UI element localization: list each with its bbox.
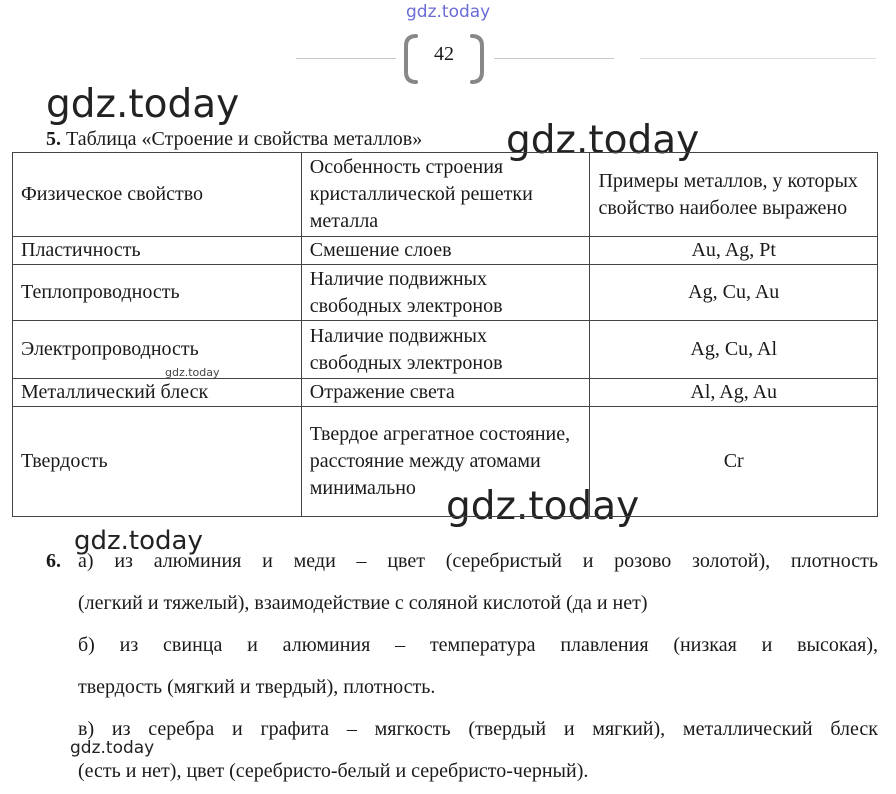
watermark-small-table: gdz.today — [165, 366, 220, 379]
page-number-frame — [402, 33, 486, 85]
table-row — [13, 379, 878, 407]
table-row — [13, 237, 878, 265]
cell-structure: Наличие подвижных свободных электронов — [301, 321, 590, 379]
header-rule-far-right — [640, 58, 876, 59]
task6-number — [46, 550, 61, 573]
cell-examples: Cr — [590, 407, 878, 517]
header-property: Физическое свойство — [13, 153, 302, 237]
cell-property: Электропроводность — [13, 321, 302, 379]
page-number: 42 — [434, 43, 454, 65]
metals-properties-table — [12, 152, 878, 517]
task6-line: твердость (мягкий и твердый), плотность. — [78, 676, 436, 698]
cell-examples: Ag, Cu, Al — [590, 321, 878, 379]
watermark-top: gdz.today — [406, 2, 491, 22]
watermark-small-bottom: gdz.today — [70, 738, 155, 758]
watermark-large-2: gdz.today — [506, 118, 700, 163]
cell-property: Теплопроводность — [13, 265, 302, 321]
task6-line: в) из серебра и графита – мягкость (твердый и мягкий), металлический блеск — [78, 718, 878, 740]
task6-number-text: 6. — [46, 550, 61, 572]
table-row — [13, 321, 878, 379]
task5-title-text: Таблица «Строение и свойства металлов» — [66, 128, 423, 150]
watermark-large-3: gdz.today — [446, 484, 640, 529]
task6-line: (есть и нет), цвет (серебристо-белый и серебристо-черный). — [78, 760, 589, 782]
cell-structure: Твердое агрегатное состояние, расстояние между атомами минимально — [301, 407, 590, 517]
task6-line: (легкий и тяжелый), взаимодействие с соляной кислотой (да и нет) — [78, 592, 648, 614]
table-row — [13, 407, 878, 517]
header-rule-left — [296, 58, 396, 59]
cell-property: Металлический блеск — [13, 379, 302, 407]
cell-structure: Смешение слоев — [301, 237, 590, 265]
cell-structure: Наличие подвижных свободных электронов — [301, 265, 590, 321]
watermark-medium: gdz.today — [74, 526, 203, 556]
task6-line: б) из свинца и алюминия – температура плавления (низкая и высокая), — [78, 634, 878, 656]
header-examples: Примеры металлов, у которых свойство наиболее выражено — [590, 153, 878, 237]
watermark-large-1: gdz.today — [46, 82, 240, 127]
table-row — [13, 265, 878, 321]
cell-examples: Al, Ag, Au — [590, 379, 878, 407]
task5-number: 5. — [46, 128, 61, 150]
header-rule-right — [494, 58, 614, 59]
cell-examples: Ag, Cu, Au — [590, 265, 878, 321]
cell-structure: Отражение света — [301, 379, 590, 407]
cell-property: Пластичность — [13, 237, 302, 265]
table-header-row — [13, 153, 878, 237]
task5-title — [46, 128, 422, 151]
cell-examples: Au, Ag, Pt — [590, 237, 878, 265]
cell-property: Твердость — [13, 407, 302, 517]
header-structure: Особенность строения кристаллической решетки металла — [301, 153, 590, 237]
task6-line: а) из алюминия и меди – цвет (серебристый и розово золотой), плотность — [78, 550, 878, 572]
